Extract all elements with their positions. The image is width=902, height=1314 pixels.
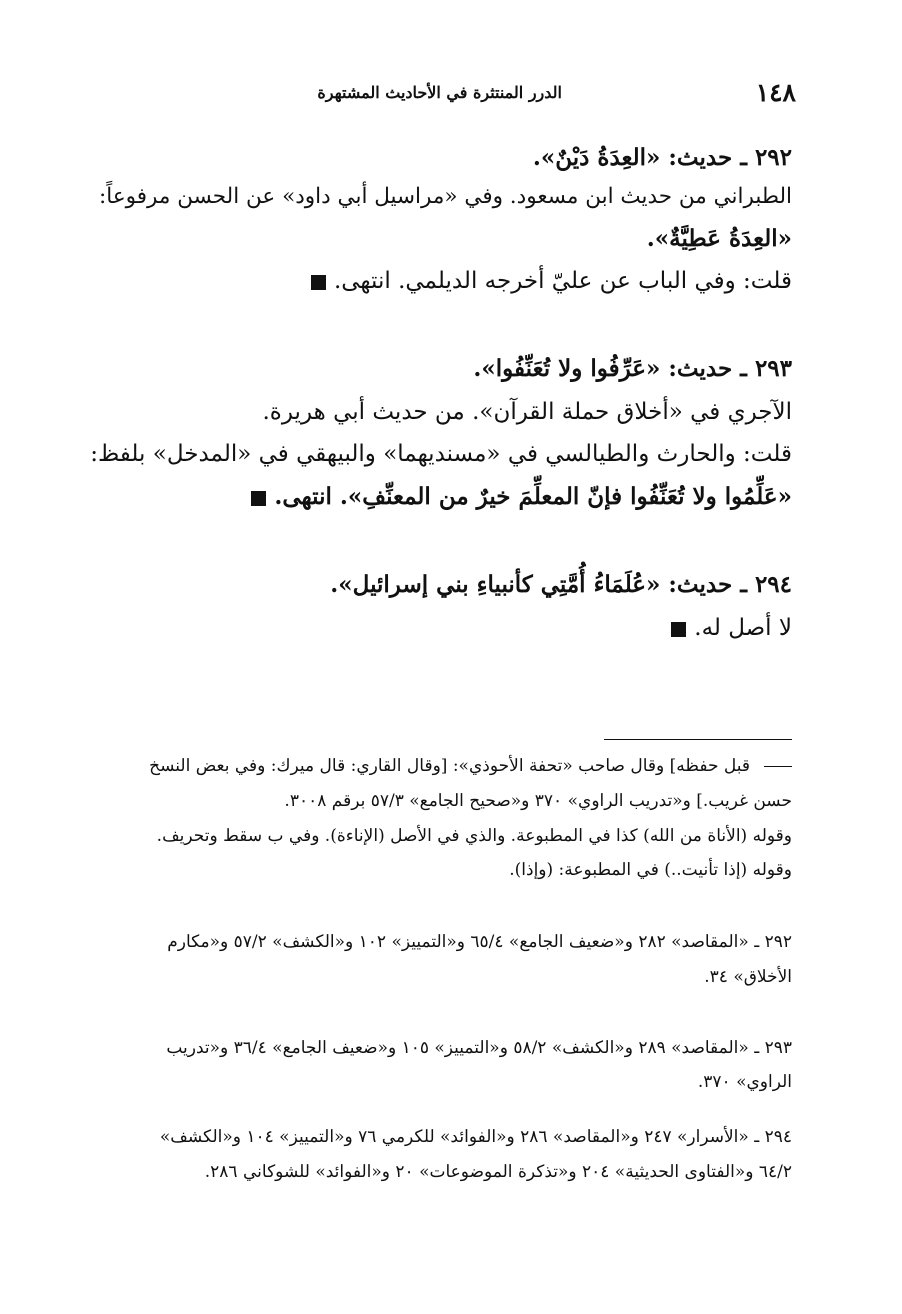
hadith-293-heading: ٢٩٣ ـ حديث: «عَرِّفُوا ولا تُعَنِّفُوا».: [473, 355, 792, 382]
hadith-293-line-3-text: «عَلِّمُوا ولا تُعَنِّفُوا فإنّ المعلِّمَ خيرٌ من المعنِّفِ». انتهى.: [274, 483, 792, 510]
hadith-293-line-1: الآجري في «أخلاق حملة القرآن». من حديث أبي هريرة.: [262, 399, 792, 425]
footnote-line-3: وقوله (الأناة من الله) كذا في المطبوعة. والذي في الأصل (الإناءة). وفي ب سقط وتحريف.: [156, 826, 792, 846]
hadith-292-line-1: الطبراني من حديث ابن مسعود. وفي «مراسيل أبي داود» عن الحسن مرفوعاً:: [99, 184, 792, 209]
hadith-292-heading: ٢٩٢ ـ حديث: «العِدَةُ دَيْنٌ».: [532, 144, 792, 171]
footnote-separator: [604, 739, 792, 740]
hadith-292-line-3-text: قلت: وفي الباب عن عليّ أخرجه الديلمي. انتهى.: [333, 268, 792, 294]
footnote-292-line-2: الأخلاق» ٣٤.: [704, 967, 792, 987]
footnote-line-4: وقوله (إذا تأنيت..) في المطبوعة: (وإذا).: [509, 860, 792, 880]
end-mark-icon: [311, 275, 326, 290]
footnote-294-line-1: ٢٩٤ ـ «الأسرار» ٢٤٧ و«المقاصد» ٢٨٦ و«الفوائد» للكرمي ٧٦ و«التمييز» ١٠٤ و«الكشف»: [159, 1127, 792, 1147]
hadith-294-heading: ٢٩٤ ـ حديث: «عُلَمَاءُ أُمَّتِي كأنبياءِ بني إسرائيل».: [330, 571, 792, 598]
continuation-dash: [764, 766, 792, 767]
hadith-292-line-2: «العِدَةُ عَطِيَّةٌ».: [646, 225, 792, 252]
footnote-line-1-text: قبل حفظه] وقال صاحب «تحفة الأحوذي»: [وقال القاري: قال ميرك: وفي بعض النسخ: [149, 756, 750, 776]
hadith-294-line-1: [671, 617, 792, 640]
end-mark-icon: [251, 491, 266, 506]
footnote-292-line-1: ٢٩٢ ـ «المقاصد» ٢٨٢ و«ضعيف الجامع» ٦٥/٤ و«التمييز» ١٠٢ و«الكشف» ٥٧/٢ و«مكارم: [167, 932, 792, 952]
footnote-line-2: حسن غريب.] و«تدريب الراوي» ٣٧٠ و«صحيح الجامع» ٥٧/٣ برقم ٣٠٠٨.: [284, 791, 792, 811]
footnote-294-line-2: ٦٤/٢ و«الفتاوى الحديثية» ٢٠٤ و«تذكرة الموضوعات» ٢٠ و«الفوائد» للشوكاني ٢٨٦.: [204, 1162, 792, 1182]
page-number: ١٤٨: [755, 78, 796, 107]
running-title: الدرر المنتثرة في الأحاديث المشتهرة: [317, 83, 562, 102]
hadith-293-line-3: [251, 485, 792, 508]
hadith-292-line-3: [311, 270, 792, 293]
footnote-line-1: [149, 758, 792, 775]
footnote-293-line-1: ٢٩٣ ـ «المقاصد» ٢٨٩ و«الكشف» ٥٨/٢ و«التمييز» ١٠٥ و«ضعيف الجامع» ٣٦/٤ و«تدريب: [166, 1038, 792, 1058]
hadith-293-line-2: قلت: والحارث والطيالسي في «مسنديهما» والبيهقي في «المدخل» بلفظ:: [90, 441, 792, 467]
footnote-293-line-2: الراوي» ٣٧٠.: [697, 1072, 792, 1092]
hadith-294-line-1-text: لا أصل له.: [694, 615, 792, 641]
end-mark-icon: [671, 622, 686, 637]
